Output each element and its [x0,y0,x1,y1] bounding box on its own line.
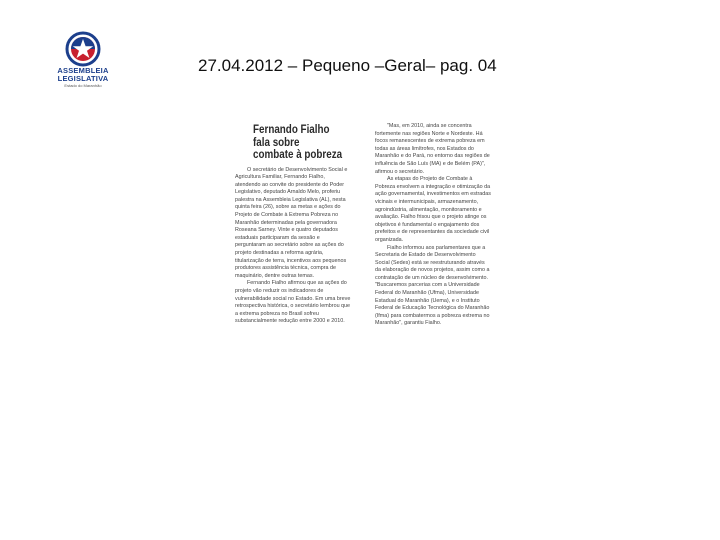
assembleia-logo [52,30,114,100]
newspaper-clipping [233,113,493,428]
article-paragraph: "Mas, em 2010, ainda se concentra fortemente nas regiões Norte e Nordeste. Há focos remanescentes de extrema pobreza em todas as áreas limítrofes, nos Estados do Maranhão e do Pará, no entorno das regiões de influência de São Luís (MA) e de Belém (PA)", afirmou o secretário. [375,123,490,175]
headline-line: Fernando Fialho [253,122,330,136]
article-paragraph: Fernando Fialho afirmou que as ações do projeto vão reduzir os indicadores de vulnerabilidade social no Estado. Em uma breve retrospectiva histórica, o secretário lembrou que a extrema pobreza no Brasil sofreu substancialmente redução entre 2000 e 2010. [235,280,351,325]
headline-line: fala sobre [253,134,300,149]
logo-tagline: Estado do Maranhão [64,83,102,88]
article-paragraph: As etapas do Projeto de Combate à Pobreza envolvem a integração e otimização da ação governamental, investimentos em estradas vicinais e intermunicipais, armazenamento, agroindústria, alimentação, monitoramento e avaliação. Fialho frisou que o projeto atinge os objetivos é fundamental o engajamento dos prefeitos e de representantes da sociedade civil organizada. [375,176,491,243]
logo-name-line2: LEGISLATIVA [57,74,109,83]
article-left-column [233,113,351,326]
article-body-right [375,123,491,328]
star-seal-icon [52,30,114,70]
article-headline [253,123,351,161]
article-paragraph: Fialho informou aos parlamentares que a Secretaria de Estado de Desenvolvimento Social (Sedes) está se reestruturando através da elaboração de novos projetos, assim como a contratação de um núcleo de desenvolvimento. "Buscaremos parcerias com a Universidade Federal do Maranhão (Ufma), Universidade Estadual do Maranhão (Uema), e o Instituto Federal de Educação Tecnológica do Maranhão (Ifma) para combatermos a pobreza extrema no Maranhão", garantiu Fialho. [375,244,490,327]
article-paragraph: O secretário de Desenvolvimento Social e Agricultura Familiar, Fernando Fialho, atendendo ao convite do presidente do Poder Legislativo, deputado Arnaldo Melo, proferiu palestra na Assembleia Legislativa (AL), nesta quinta feira (26), sobre as metas e ações do Projeto de Combate à Extrema Pobreza no Maranhão determinadas pela governadora Roseana Sarney. Vinte e quatro deputados estaduais participaram da sessão e perguntaram ao secretário sobre as ações do projeto destinadas a reforma agrária, titularização de terra, incentivos aos pequenos produtores assistência técnica, compra de maquinário, dentre outras temas. [235,166,348,279]
article-body-left [235,167,351,326]
article-right-column [373,113,491,328]
slide-title: 27.04.2012 – Pequeno –Geral– pag. 04 [198,56,497,75]
logo-name-line1: ASSEMBLEIA [57,66,109,75]
headline-line: combate à pobreza [253,147,343,161]
